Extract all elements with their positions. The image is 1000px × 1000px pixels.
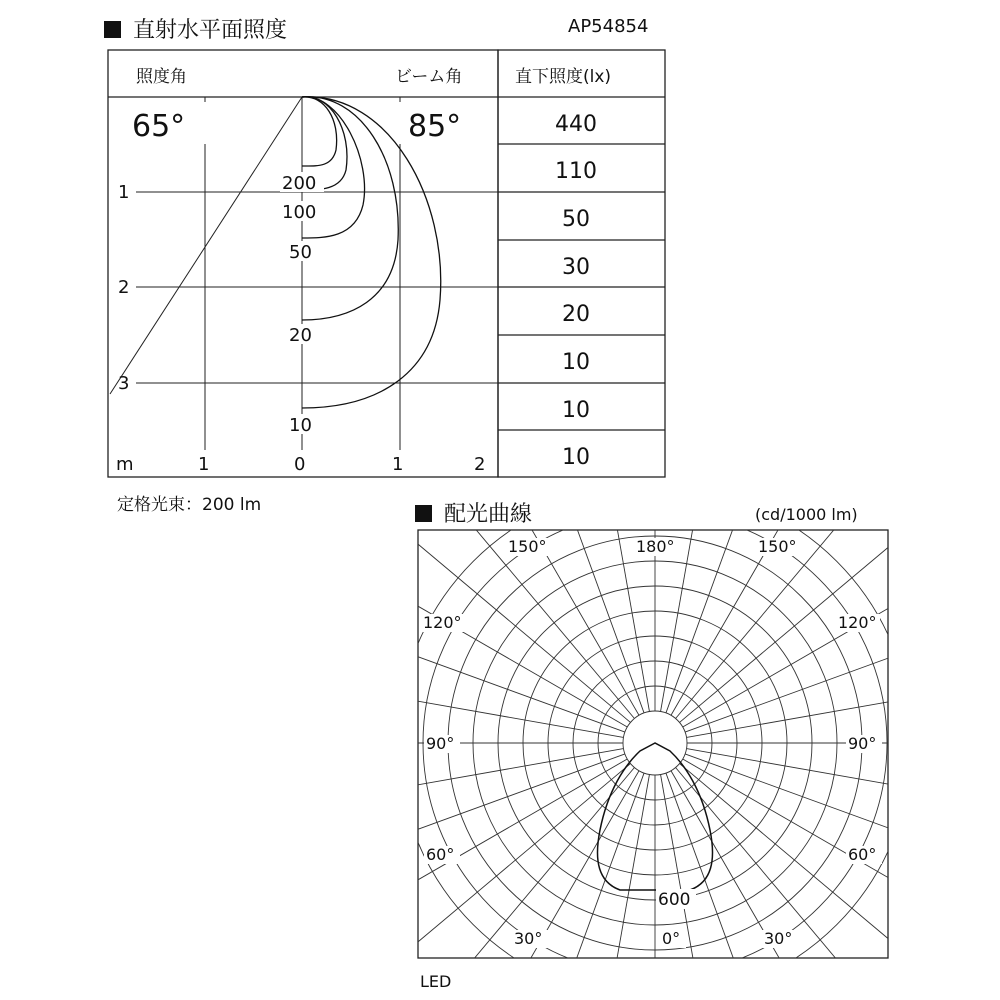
polar-label-120-left: 120° bbox=[423, 613, 462, 632]
polar-spoke bbox=[661, 329, 728, 711]
polar-spoke bbox=[241, 749, 623, 816]
polar-label-60-left: 60° bbox=[426, 845, 455, 864]
model-number: AP54854 bbox=[568, 16, 649, 37]
light-source-label: LED bbox=[420, 972, 452, 991]
x-tick-1-right: 1 bbox=[392, 454, 404, 475]
x-tick-1-left: 1 bbox=[198, 454, 210, 475]
polar-spoke bbox=[333, 473, 630, 722]
polar-label-150-right: 150° bbox=[758, 537, 797, 556]
polar-spoke bbox=[385, 421, 634, 718]
polar-label-120-right: 120° bbox=[838, 613, 877, 632]
polar-label-60-right: 60° bbox=[848, 845, 877, 864]
polar-label-30-left: 30° bbox=[514, 929, 543, 948]
polar-peak-label: 600 bbox=[658, 890, 691, 910]
polar-spoke bbox=[687, 670, 1000, 737]
direct-value-7: 10 bbox=[562, 398, 590, 423]
polar-spoke bbox=[666, 773, 799, 1000]
illuminance-angle-label: 照度角 bbox=[136, 67, 187, 87]
polar-angle-labels bbox=[421, 537, 882, 948]
beam-angle-label: ビーム角 bbox=[395, 67, 463, 87]
polar-spoke bbox=[511, 773, 644, 1000]
polar-spoke bbox=[683, 759, 1000, 953]
direct-value-2: 110 bbox=[555, 159, 597, 184]
contour-label-50: 50 bbox=[289, 242, 312, 263]
direct-value-3: 50 bbox=[562, 207, 590, 232]
polar-spoke bbox=[687, 749, 1000, 816]
polar-label-30-right: 30° bbox=[764, 929, 793, 948]
illuminance-title-text: 直射水平面照度 bbox=[133, 18, 288, 43]
x-tick-unit: m bbox=[116, 454, 134, 475]
polar-spoke bbox=[685, 754, 1000, 887]
polar-spoke bbox=[680, 473, 977, 722]
polar-spoke bbox=[241, 670, 623, 737]
contour-label-20: 20 bbox=[289, 325, 312, 346]
polar-label-180: 180° bbox=[636, 537, 675, 556]
direct-value-8: 10 bbox=[562, 445, 590, 470]
polar-label-90-right: 90° bbox=[848, 734, 877, 753]
contour-label-200: 200 bbox=[282, 173, 317, 194]
rated-luminous-flux: 定格光束：200 lm bbox=[117, 495, 262, 515]
depth-tick-3: 3 bbox=[118, 373, 130, 394]
direct-value-5: 20 bbox=[562, 302, 590, 327]
direct-value-1: 440 bbox=[555, 112, 597, 137]
polar-label-90-left: 90° bbox=[426, 734, 455, 753]
polar-spoke bbox=[582, 329, 649, 711]
beam-angle-value: 85° bbox=[408, 109, 462, 144]
polar-spoke bbox=[260, 754, 625, 887]
direct-value-6: 10 bbox=[562, 350, 590, 375]
polar-unit-label: (cd/1000 lm) bbox=[755, 505, 858, 524]
polar-grid bbox=[235, 323, 1000, 1000]
polar-label-0: 0° bbox=[662, 929, 681, 948]
depth-tick-2: 2 bbox=[118, 277, 130, 298]
direct-illuminance-label: 直下照度(lx) bbox=[515, 67, 612, 87]
contour-label-100: 100 bbox=[282, 202, 317, 223]
polar-title-text: 配光曲線 bbox=[444, 502, 533, 527]
direct-value-4: 30 bbox=[562, 255, 590, 280]
x-tick-2: 2 bbox=[474, 454, 486, 475]
contour-label-10: 10 bbox=[289, 415, 312, 436]
illuminance-angle-value: 65° bbox=[132, 109, 186, 144]
x-tick-0: 0 bbox=[294, 454, 306, 475]
depth-tick-1: 1 bbox=[118, 182, 130, 203]
polar-label-150-left: 150° bbox=[508, 537, 547, 556]
